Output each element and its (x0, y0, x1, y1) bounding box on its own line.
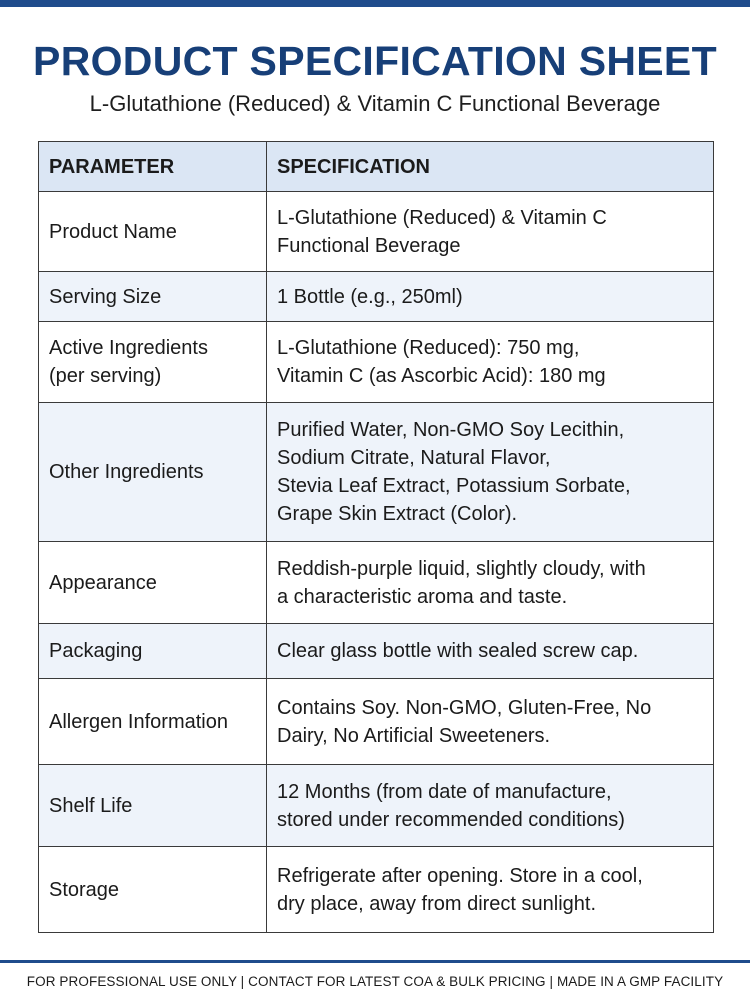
page-subtitle: L-Glutathione (Reduced) & Vitamin C Functional Beverage (89, 91, 661, 116)
parameter-text: Allergen Information (49, 710, 228, 733)
specification-cell (267, 847, 714, 933)
table-header-row (39, 142, 714, 192)
table-row (39, 765, 714, 847)
parameter-cell (39, 403, 267, 542)
specification-text: a characteristic aroma and taste. (277, 585, 568, 608)
specification-table (38, 141, 714, 933)
specification-text: L-Glutathione (Reduced): 750 mg, (277, 337, 580, 359)
specification-cell (267, 272, 714, 322)
column-header-parameter: PARAMETER (39, 142, 267, 192)
table-row (39, 847, 714, 933)
table-row (39, 272, 714, 322)
parameter-text: Other Ingredients (49, 461, 204, 483)
parameter-cell (39, 542, 267, 624)
parameter-text: Active Ingredients (49, 337, 208, 359)
parameter-text: (per serving) (49, 365, 162, 387)
column-header-specification: SPECIFICATION (267, 142, 714, 192)
specification-text: Functional Beverage (277, 234, 461, 257)
table-row (39, 679, 714, 765)
specification-cell (267, 192, 714, 272)
footer-note: FOR PROFESSIONAL USE ONLY | CONTACT FOR LATEST COA & BULK PRICING | MADE IN A GMP FACILITY (26, 974, 724, 989)
parameter-cell (39, 192, 267, 272)
specification-text: stored under recommended conditions) (277, 808, 625, 831)
parameter-cell (39, 322, 267, 403)
specification-text: Stevia Leaf Extract, Potassium Sorbate, (277, 475, 631, 497)
specification-text: Contains Soy. Non-GMO, Gluten-Free, No (277, 696, 652, 719)
parameter-cell (39, 679, 267, 765)
specification-cell (267, 403, 714, 542)
parameter-cell (39, 624, 267, 679)
specification-text: dry place, away from direct sunlight. (277, 892, 597, 915)
specification-text: 12 Months (from date of manufacture, (277, 780, 612, 803)
specification-text: Vitamin C (as Ascorbic Acid): 180 mg (277, 365, 606, 387)
parameter-text: Storage (49, 878, 120, 901)
table-row (39, 403, 714, 542)
parameter-cell (39, 765, 267, 847)
specification-text: Grape Skin Extract (Color). (277, 503, 518, 525)
table-row (39, 624, 714, 679)
specification-cell (267, 624, 714, 679)
specification-text: Sodium Citrate, Natural Flavor, (277, 447, 551, 469)
parameter-text: Shelf Life (49, 794, 133, 817)
parameter-text: Serving Size (49, 285, 162, 308)
specification-text: Purified Water, Non-GMO Soy Lecithin, (277, 419, 625, 441)
specification-text: L-Glutathione (Reduced) & Vitamin C (277, 206, 607, 229)
specification-cell (267, 679, 714, 765)
specification-text: Reddish-purple liquid, slightly cloudy, with (277, 557, 646, 580)
parameter-text: Packaging (49, 640, 143, 662)
parameter-cell (39, 272, 267, 322)
parameter-text: Product Name (49, 220, 177, 243)
specification-cell (267, 542, 714, 624)
table-row (39, 192, 714, 272)
table-row (39, 322, 714, 403)
table-row (39, 542, 714, 624)
parameter-cell (39, 847, 267, 933)
specification-cell (267, 322, 714, 403)
specification-text: 1 Bottle (e.g., 250ml) (277, 285, 463, 308)
specification-text: Clear glass bottle with sealed screw cap. (277, 640, 639, 662)
parameter-text: Appearance (49, 571, 157, 594)
top-accent-bar (0, 0, 750, 7)
page-title: PRODUCT SPECIFICATION SHEET (33, 38, 717, 84)
footer-divider (0, 960, 750, 963)
specification-text: Refrigerate after opening. Store in a cool, (277, 864, 643, 887)
specification-cell (267, 765, 714, 847)
specification-text: Dairy, No Artificial Sweeteners. (277, 724, 551, 747)
